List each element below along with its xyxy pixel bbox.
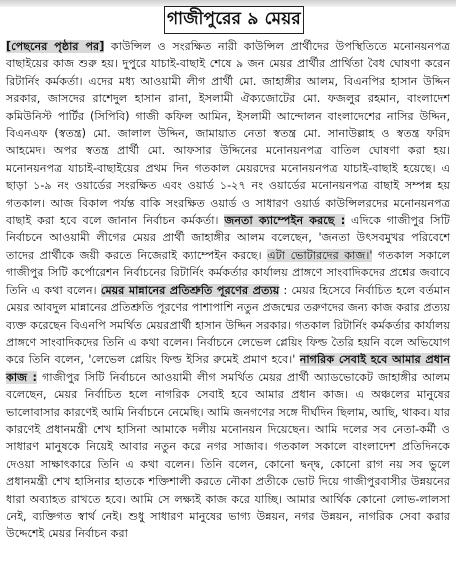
article-body bbox=[6, 38, 450, 543]
continued-from-label: [পেছনের পৃষ্ঠার পর] bbox=[6, 40, 105, 53]
paragraph-intro: কাউন্সিল ও সংরক্ষিত নারী কাউন্সিল প্রার্থীদের উপস্থিতিতে মনোনয়নপত্র বাছাইয়ের কাজ শুরু হয়। দুপুরে যাচাই-বাছাই শেষে ৯ জন মেয়র প্রার্থীর প্রার্থিতা বৈধ ঘোষণা করেন রিটার্নিং কর্মকর্তা। এদের মধ্য আওয়ামী লীগ প্রার্থী মো. জাহাঙ্গীর আলম, বিএনপির হাসান উদ্দিন সরকার, জাসদের রাশেদুল হাসান রানা, ইসলামী ঐক্যজোটের মো. ফজলুর রহমান, বাংলাদেশ কমিউনিস্ট পার্টির (সিপিবি) গাজী কফিল আমিন, ইসলামী আন্দোলন বাংলাদেশের নাসির উদ্দিন, বিএনএফ (স্বতন্ত্র) মো. জালাল উদ্দিন, জামায়াত নেতা স্বতন্ত্র মো. সানাউল্লাহ ও স্বতন্ত্র ফরিদ আহমেদ। অপর স্বতন্ত্র প্রার্থী মো. আফসার উদ্দিনের মনোনয়নপত্র বাতিল ঘোষণা করা হয়। মনোনয়নপত্র যাচাই-বাছাইয়ের প্রথম দিন গতকাল মেয়রদের মনোনয়নপত্র যাচাই-বাছাই হয়েছে। এ ছাড়া ১-৯ নং ওয়ার্ডের সংরক্ষিত এবং ওয়ার্ড ১-২৭ নং ওয়ার্ডের মনোনয়নপত্র বাছাই সম্পন্ন হয় গতকাল। আজ বিকাল পর্যন্ত বাকি সংরক্ষিত ওয়ার্ড ও সাধারণ ওয়ার্ড কাউন্সিলরদের মনোনয়নপত্র বাছাই করা হবে বলে জানান নির্বাচন কর্মকর্তা। bbox=[6, 40, 450, 228]
headline-box bbox=[164, 6, 304, 34]
paragraph-service: গাজীপুর সিটি নির্বাচনে আওয়ামী লীগ সমর্থিত মেয়র প্রার্থী অ্যাডভোকেট জাহাঙ্গীর আলম বলেছেন, মেয়র নির্বাচিত হলে নাগরিক সেবাই হবে আমার প্রধান কাজ। এ অঞ্চলের মানুষের ভালোবাসার কারণেই আমি নির্বাচনে নেমেছি। আমি জনগণের সঙ্গে দীর্ঘদিন ছিলাম, আছি, থাকব। যার কারণেই প্রধানমন্ত্রী শেখ হাসিনা আমাকে দলীয় মনোনয়ন দিয়েছেন। আমি দলের সব নেতা-কর্মী ও সাধারণ মানুষকে নিয়েই আবার নতুন করে নগর সাজাব। গতকাল সকালে বাংলাদেশ প্রতিদিনকে দেওয়া সাক্ষাৎকারে তিনি এ কথা বলেন। তিনি বলেন, কোনো দ্বন্দ্ব, কোনো রাগ নয় সব ভুলে প্রধানমন্ত্রী শেখ হাসিনার হাতকে শক্তিশালী করতে নৌকা প্রতীকে ভোট দিয়ে গাজীপুরবাসীর উন্নয়নের ধারা অব্যাহত রাখতে হবে। আমি সে লক্ষ্যই কাজ করে যাচ্ছি। আমার আর্থিক কোনো লোভ-লালসা নেই, ব্যক্তিগত স্বার্থ নেই। শুধু সাধারণ মানুষের ভাগ্য উন্নয়ন, নগর উন্নয়ন, নাগরিক সেবা করার উদ্দেশেই মেয়র নির্বাচন করা bbox=[6, 370, 450, 541]
subheading-service: নাগরিক সেবাই হবে আমার প্রধান কাজ : bbox=[6, 353, 450, 384]
paragraph-campaign-2: গতকাল সকালে গাজীপুর সিটি কর্পোরেশন নির্বাচনের রিটার্নিং কর্মকর্তার কার্যালয় প্রাঙ্গণে সাংবাদিকদের প্রশ্নের জবাবে তিনি এ কথা বলেন। bbox=[6, 248, 451, 297]
paragraph-campaign-1: এদিকে গাজীপুর সিটি নির্বাচনে আওয়ামী লীগের মেয়র প্রার্থী জাহাঙ্গীর আলম বলেছেন, 'জনতা উৎসবমুখর পরিবেশে তাদের প্রার্থীকে জয়ী করতে নিজেরাই ক্যাম্পেইন করছে। bbox=[6, 214, 450, 262]
subheading-campaign: জনতা ক্যাম্পেইন করছে : bbox=[224, 214, 346, 228]
subheading-promise: মেয়র মান্নানের প্রতিশ্রুতি পূরণের প্রত্যয় bbox=[100, 283, 280, 297]
paragraph-campaign-quote: এটা ভোটারদের কাজ।' bbox=[267, 248, 373, 262]
paragraph-promise: : মেয়র হিসেবে নির্বাচিত হলে বর্তমান মেয়র আবদুল মান্নানের প্রতিশ্রুতি পূরণের পাশাপাশি নতুন প্রজন্মের তরুণদের জন্য কাজ করার প্রত্যয় ব্যক্ত করেছেন বিএনপি সমর্থিত মেয়রপ্রার্থী হাসান উদ্দিন সরকার। গতকাল রিটার্নিং কর্মকর্তার কার্যালয় প্রাঙ্গণে সাংবাদিকদের তিনি এ কথা বলেন। নির্বাচনে লেভেল প্লেয়িং ফিল্ড তৈরি হয়নি বলে অভিযোগ করে তিনি বলেন, 'লেভেল প্লেয়িং ফিল্ড ইসির রুমেই প্রমাণ হবে।' bbox=[6, 283, 451, 367]
headline: গাজীপুরের ৯ মেয়র bbox=[167, 9, 301, 29]
